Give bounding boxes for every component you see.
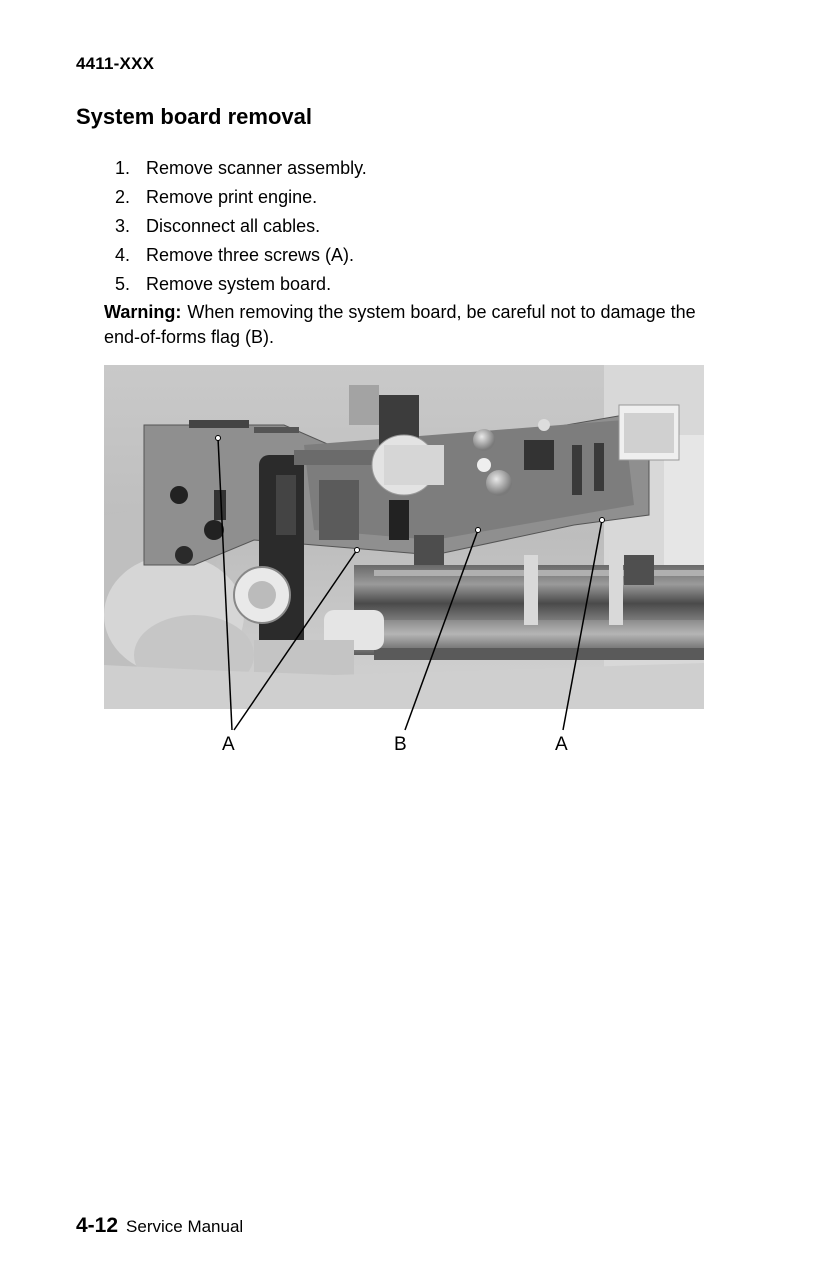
step-text: Remove system board.	[146, 274, 332, 294]
step-item	[115, 272, 367, 301]
manual-title: Service Manual	[126, 1217, 244, 1236]
step-item	[115, 214, 367, 243]
callout-label-b: B	[394, 734, 407, 755]
step-number: 2.	[115, 187, 131, 207]
step-text: Remove print engine.	[146, 187, 318, 207]
warning-label: Warning:	[104, 302, 182, 322]
system-board-photo	[104, 365, 704, 709]
callout-label-a-right: A	[555, 734, 568, 755]
step-number: 4.	[115, 245, 131, 265]
step-number: 5.	[115, 274, 131, 294]
running-header: 4411-XXX	[76, 54, 155, 73]
step-item	[115, 243, 367, 272]
step-item	[115, 156, 367, 185]
step-number: 1.	[115, 158, 131, 178]
section-title: System board removal	[76, 104, 312, 129]
step-item	[115, 185, 367, 214]
step-text: Disconnect all cables.	[146, 216, 321, 236]
procedure-steps	[115, 156, 367, 301]
warning-text: When removing the system board, be careful not to damage the end-of-forms flag (B).	[104, 302, 696, 347]
warning-note	[104, 300, 704, 350]
page-number: 4-12	[76, 1214, 119, 1237]
step-text: Remove three screws (A).	[146, 245, 355, 265]
page-footer	[76, 1214, 243, 1238]
step-text: Remove scanner assembly.	[146, 158, 367, 178]
callout-label-a-left: A	[222, 734, 235, 755]
step-number: 3.	[115, 216, 131, 236]
